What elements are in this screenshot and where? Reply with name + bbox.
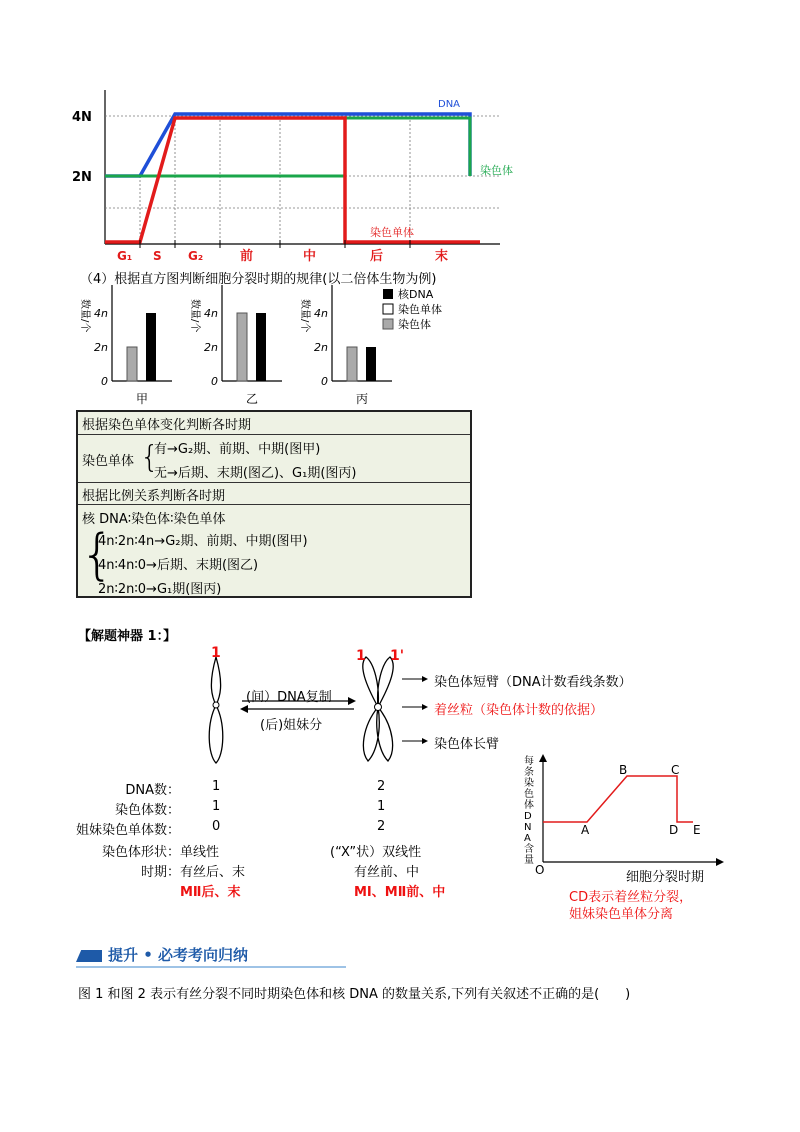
short-arm-label: 染色体短臂（DNA计数看线条数） [434,675,632,690]
brace-icon: { [140,440,160,475]
row-value-b: 2 [377,779,386,794]
row-value-a: 有丝后、末 [180,865,246,880]
legend-swatch-chromosome [383,319,393,329]
row-key: 染色体形状： [101,845,180,860]
heading-bar-icon [76,950,102,962]
bar-dna [366,347,376,381]
y-label-2n: 2N [72,170,92,185]
bar-chromosome [347,347,357,381]
phase-label: G₂ [188,249,204,263]
table-row: 2n∶2n∶0→G₁期(图丙) [98,582,222,597]
row-value-a: 1 [212,779,221,794]
point-label-d: D [669,823,679,837]
origin-label: O [535,863,545,877]
chromosome-series-label: 染色体 [480,164,513,177]
table-row: 无→后期、末期(图乙)、G₁期(图丙) [154,466,357,481]
bar-ylabel: 数量/个 [299,299,310,333]
point-label-e: E [693,823,701,837]
section-heading [76,942,346,968]
tick-label: 4n [204,307,218,320]
rule-table [76,410,472,598]
tool-title: 【解题神器 1：】 [78,629,177,644]
row-key: 染色体数： [114,803,180,818]
bar-chromosome [127,347,137,381]
tick-label: 2n [94,341,108,354]
row-value-a: 1 [212,799,221,814]
tick-label: 2n [314,341,328,354]
legend-label: 染色单体 [398,303,442,316]
point-label-c: C [671,763,680,777]
bar-dna [256,313,266,381]
point-label-b: B [619,763,628,777]
centromere-label: 着丝粒（染色体计数的依据） [434,703,604,718]
replication-arrow-label: (间）DNA复制 [246,690,332,705]
group-label: 乙 [245,392,259,406]
table-row: 4n∶2n∶4n→G₂期、前期、中期(图甲) [98,534,308,549]
row-key: 姐妹染色单体数： [75,823,180,838]
phase-label: 前 [240,249,254,264]
question-text: 图 1 和图 2 表示有丝分裂不同时期染色体和核 DNA 的数量关系,下列有关叙述不正确的是( ) [78,987,631,1002]
long-arm-label: 染色体长臂 [434,737,500,752]
chromatid-number-label-prime: 1' [390,648,405,664]
table-ratio: 核 DNA∶染色体∶染色单体 [82,512,226,527]
heading-text: 提升 • 必考考向归纳 [108,946,249,964]
meiosis-label-a: MⅡ后、末 [180,885,241,900]
chromatid-number-label: 1 [356,648,366,664]
row-value-b: 1 [377,799,386,814]
dna-series-label: DNA [438,99,461,110]
legend-swatch-chromatid [383,304,393,314]
y-label-4n: 4N [72,110,92,125]
legend-label: 染色体 [398,318,431,331]
bar-ylabel: 数量/个 [189,299,200,333]
phase-label: G₁ [117,249,133,263]
tick-label: 0 [321,375,328,388]
row-key: DNA数： [125,783,180,798]
tick-label: 0 [101,375,108,388]
chromosome-number-label: 1 [211,645,221,661]
table-left-label: 染色单体 [82,454,135,469]
table-header-1: 根据染色单体变化判断各时期 [78,412,470,435]
row-value-b: (“X”状）双线性 [330,845,422,860]
row-value-a: 0 [212,819,221,834]
phase-label: S [153,249,162,263]
meiosis-label-b: MⅠ、MⅡ前、中 [354,885,446,900]
single-chromosome-icon [209,657,223,763]
bar-ylabel: 数量/个 [79,299,90,333]
chromosome-diagram [190,645,460,765]
phase-label: 后 [370,249,384,264]
histogram-chart [76,285,476,410]
group-label: 丙 [355,392,369,406]
note-line-1: CD表示着丝粒分裂， [569,890,693,905]
table-header-2: 根据比例关系判断各时期 [82,489,226,504]
tick-label: 2n [204,341,218,354]
row-value-b: 有丝前、中 [354,865,420,880]
small-chart-ylabel: 每条染色体DNA含量 [524,756,534,866]
point-label-a: A [581,823,590,837]
legend-swatch-dna [383,289,393,299]
legend-label: 核DNA [398,288,434,301]
small-chart-xlabel: 细胞分裂时期 [626,870,705,885]
phase-curve-chart [70,90,540,265]
phase-label: 末 [435,249,449,264]
table-row: 4n∶4n∶0→后期、末期(图乙) [98,558,259,573]
chromatid-series-label: 染色单体 [370,226,414,239]
phase-label: 中 [303,249,317,264]
dna-content-curve [543,776,693,822]
brace-icon: { [80,523,115,586]
row-value-a: 单线性 [180,845,220,860]
row-value-b: 2 [377,819,386,834]
row-key: 时期： [140,865,180,880]
tick-label: 0 [211,375,218,388]
table-row: 有→G₂期、前期、中期(图甲) [154,442,321,457]
bar-chromosome [237,313,247,381]
group-label: 甲 [135,392,149,406]
bar-dna [146,313,156,381]
note-line-2: 姐妹染色单体分离 [569,907,674,922]
section4-title: （4）根据直方图判断细胞分裂时期的规律(以二倍体生物为例) [80,272,437,287]
tick-label: 4n [94,307,108,320]
tick-label: 4n [314,307,328,320]
separation-arrow-label: (后)姐妹分 [260,718,323,733]
